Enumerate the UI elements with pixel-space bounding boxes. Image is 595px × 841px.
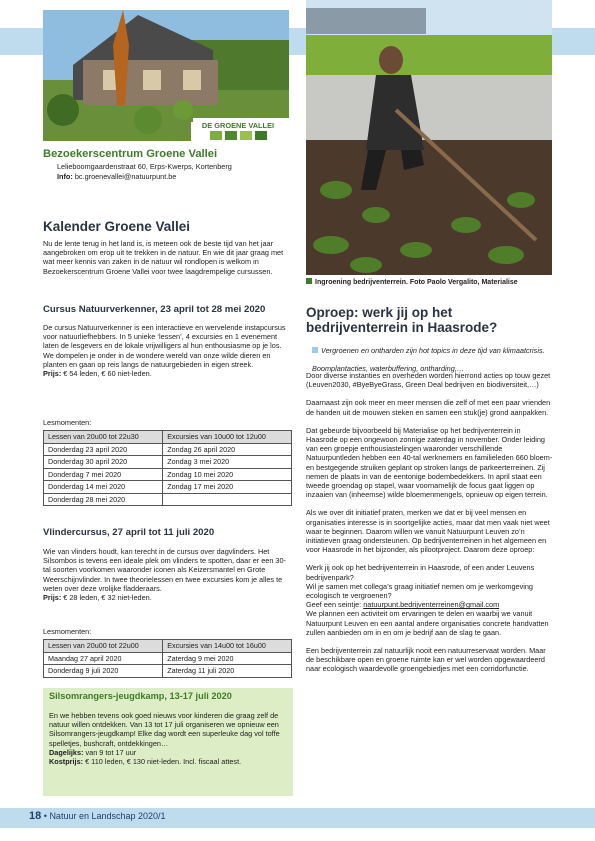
oproep-p4: Als we over dit initiatief praten, merken we dat er bij veel mensen en organisaties interesse is in soortgelijke acties, maar dat men vaak niet weet waar te beginnen. Daarom willen we vanuit Natuurpunt Leuven zo’n initiatieven graag ondersteunen. Op bedrijventerreinen in het algemeen en voor Haasrode in het bijzonder, als pilootproject. Daarom deze oproep: — [306, 508, 550, 555]
info-email: bc.groenevallei@natuurpunt.be — [74, 172, 177, 181]
table-row: Donderdag 9 juli 2020 Zaterdag 11 juli 2020 — [44, 665, 292, 678]
calendar-intro: Nu de lente terug in het land is, is meteen ook de beste tijd van het jaar aangebroken om erop uit te trekken in de natuur. En wie dit jaar graag met wat meer kennis van zaken in de natuur wil rondlopen is welkom in Bezoekerscentrum Groene Vallei voor twee laagdrempelige cursussen. — [43, 239, 284, 276]
oproep-p3: Dat gebeurde bijvoorbeeld bij Materialise op het bedrijventerrein in Haasrode op een ongewoon zonnige zaterdag in november. Onder leiding van een groepje enthousiastelingen waaronder verschillende Natuurpuntleden hebben een 40-tal werknemers en familieleden 660 bloem- en bestgegende struiken geplant op stroken langs de parkeerterreinen. Zij nemen de plaats in van de eentonige bodembedekkers. In april staat een tweede groendag op stapel, waar voornamelijk de focus gaat liggen op inzaaien van (inheemse) wilde bloemenmengels, opnieuw op eigen terrein. — [306, 425, 553, 500]
table-row: Donderdag 14 mei 2020 Zondag 17 mei 2020 — [44, 481, 292, 494]
footer-bullet: • — [43, 811, 47, 821]
table-row: Maandag 27 april 2020 Zaterdag 9 mei 2020 — [44, 652, 292, 665]
camp-cost: Kostprijs: € 110 leden, € 130 niet-leden. Incl. fiscaal attest. — [49, 757, 242, 767]
table-header-row: Lessen van 20u00 tot 22u30 Excursies van 10u00 tot 12u00 — [44, 431, 292, 444]
course1-text: De cursus Natuurverkenner is een interactieve en wervelende instapcursus voor natuurliefhebbers. In 5 unieke ‘lessen’, 4 excursies en 1 evenement laten de lesgevers en de lokale vrijwilligers al hun enthousiasme op je los. We dompelen je onder in de wondere wereld van onze wilde dieren en planten en gaan op reis langs de natuurgebieden in eigen streek. — [43, 323, 286, 369]
visitor-center-address: Lelieboomgaardenstraat 60, Erps-Kwerps, Kortenberg — [57, 162, 232, 171]
photo-caption: Ingroening bedrijventerrein. Foto Paolo Vergalito, Materialise — [306, 278, 518, 286]
course2-text: Wie van vlinders houdt, kan terecht in de cursus over dagvlinders. Het Silsombos is tevens een ideale plek om vlinders te spotten, daar er een 30-tal soorten voorkomen waaronder iconen als Keizersmantel en Grote Weerschijnvlinder. In twee theorielessen en twee excursies kom je alles te weten over deze vrolijke fladderaars. — [43, 547, 286, 593]
course2-price: Prijs: € 28 leden, € 32 niet-leden. — [43, 593, 152, 603]
oproep-q4: We plannen een activiteit om ervaringen te delen en waarbij we vanuit Natuurpunt Leuven en een aantal andere organisaties concrete handvatten zullen aanbieden om in en om je bedrijf aan de slag te gaan. — [306, 609, 549, 637]
camp-text: En we hebben tevens ook goed nieuws voor kinderen die graag zelf de natuur willen ontdekken. Van 13 tot 17 juli organiseren we opnieuw een Silsomrangers-jeugdkamp! Elke dag wordt een superleuke dag vol toffe spelletjes, bushcraft, ontdekkingen… — [49, 711, 280, 748]
contact-email-link[interactable]: natuurpunt.bedrijventerreinen@gmail.com — [363, 600, 500, 610]
publication-name: Natuur en Landschap 2020/1 — [49, 811, 166, 821]
caption-marker — [306, 278, 312, 284]
course2-title: Vlindercursus, 27 april tot 11 juli 2020 — [43, 527, 215, 538]
course1-moments-label: Lesmomenten: — [43, 418, 92, 427]
oproep-p2: Daarnaast zijn ook meer en meer mensen die zelf of met een paar vrienden de handen uit de mouwen steken en samen een stuk(je) grond aanpakken. — [306, 398, 551, 417]
oproep-q1: Werk jij ook op het bedrijventerrein in Haasrode, of een ander Leuvens bedrijvenpark? — [306, 563, 535, 582]
oproep-p1: Door diverse instanties en overheden worden hierrond acties op touw gezet (Leuven2030, #ByeByeGrass, Green Deal bedrijven en biodiversiteit,…) — [306, 371, 551, 390]
course2-schedule-table — [43, 639, 292, 678]
camp-box — [43, 688, 293, 796]
camp-title: Silsomrangers-jeugdkamp, 13-17 juli 2020 — [49, 691, 232, 701]
visitor-center-title: Bezoekerscentrum Groene Vallei — [43, 148, 218, 160]
oproep-q3: Geef een seintje: natuurpunt.bedrijventerreinen@gmail.com — [306, 600, 500, 610]
camp-days: Dagelijks: van 9 tot 17 uur — [49, 747, 137, 757]
table-row: Donderdag 23 april 2020 Zondag 26 april 2020 — [44, 443, 292, 456]
table-row: Donderdag 28 mei 2020 — [44, 493, 292, 506]
table-row: Donderdag 30 april 2020 Zondag 3 mei 2020 — [44, 456, 292, 469]
calendar-title: Kalender Groene Vallei — [43, 219, 191, 234]
lead-marker — [312, 347, 318, 353]
course1-title: Cursus Natuurverkenner, 23 april tot 28 mei 2020 — [43, 304, 266, 315]
table-header-row: Lessen van 20u00 tot 22u00 Excursies van 14u00 tot 16u00 — [44, 640, 292, 653]
info-label: Info: — [57, 172, 73, 181]
oproep-p5: Een bedrijventerrein zal natuurlijk nooit een natuurreservaat worden. Maar de beschikbare open en groene ruimte kan er wel worden opgewaardeerd naar ecologisch waardevolle groengebiedjes met een corridorfunctie. — [306, 646, 546, 674]
footer — [29, 810, 166, 822]
table-row: Donderdag 7 mei 2020 Zondag 10 mei 2020 — [44, 468, 292, 481]
course1-schedule-table — [43, 430, 292, 506]
oproep-lead: Vergroenen en ontharden zijn hot topics in deze tijd van klimaatcrisis. Boomplantacties, waterbuffering, ontharding,… — [312, 346, 545, 373]
groene-vallei-logo: DE GROENE VALLEI — [191, 122, 285, 141]
oproep-q2: Wil je samen met collega’s graag initiatief nemen om je werkomgeving ecologisch te vergroenen? — [306, 581, 533, 601]
planting-photo — [306, 0, 552, 275]
page-number: 18 — [29, 810, 42, 822]
visitor-center-photo — [43, 10, 289, 141]
course1-price: Prijs: € 54 leden, € 60 niet-leden. — [43, 369, 152, 379]
visitor-center-info — [57, 172, 176, 181]
oproep-title: Oproep: werk jij op het bedrijventerrein in Haasrode? — [306, 305, 498, 335]
course2-moments-label: Lesmomenten: — [43, 627, 92, 636]
